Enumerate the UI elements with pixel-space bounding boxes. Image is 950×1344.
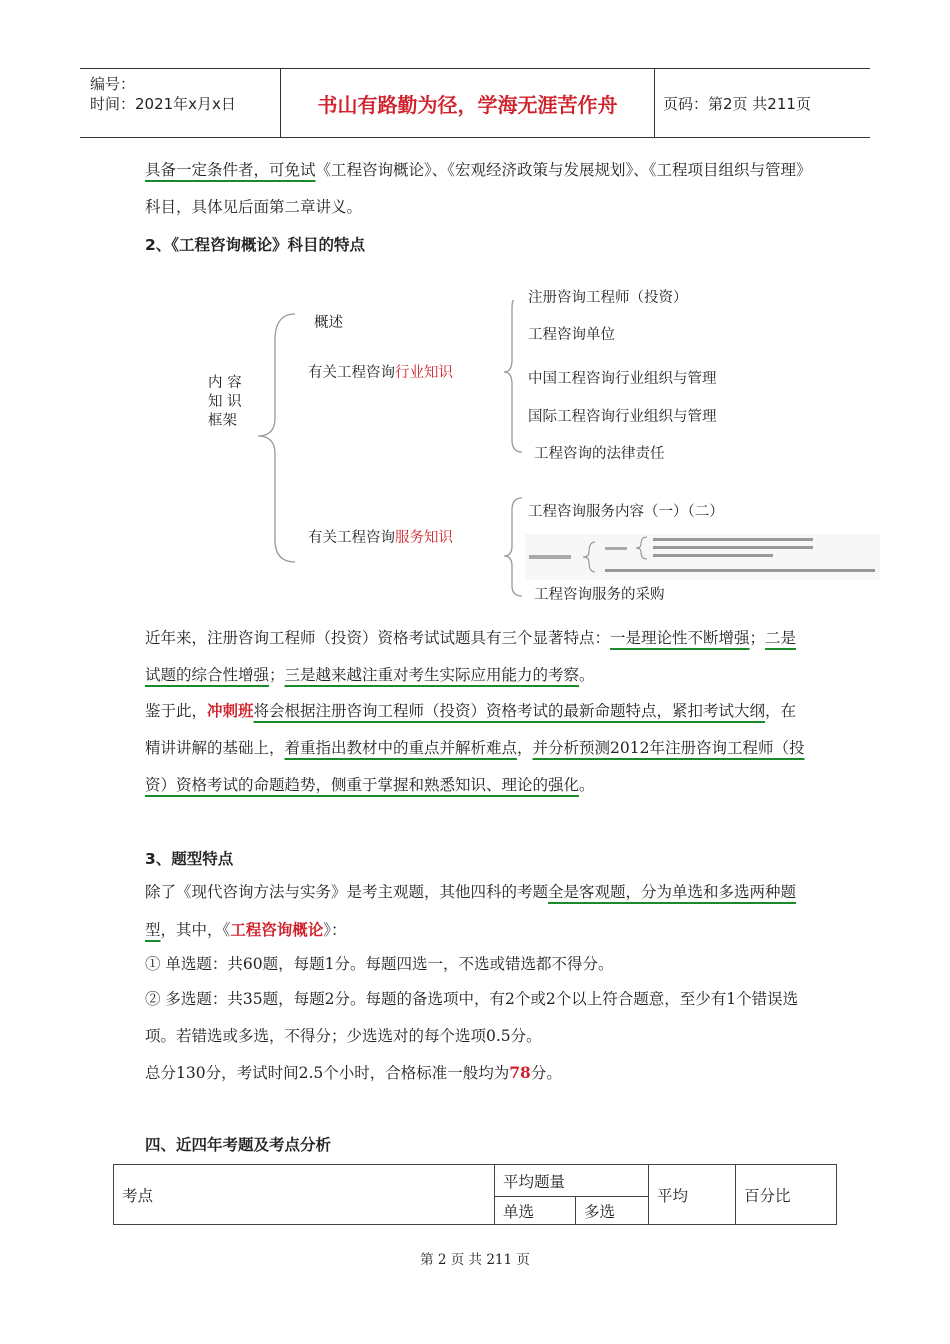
heading-subject-features: 2、《工程咨询概论》科目的特点 <box>145 236 366 254</box>
industry-item: 工程咨询的法律责任 <box>534 446 665 462</box>
header-page: 页码：第2页 共211页 <box>663 94 811 113</box>
page-footer: 第 2 页 共 211 页 <box>420 1252 530 1268</box>
industry-item: 国际工程咨询行业组织与管理 <box>528 409 717 425</box>
service-item: 工程咨询服务内容（一）（二） <box>528 504 724 520</box>
paragraph-question-types: 除了《现代咨询方法与实务》是考主观题，其他四科的考题全是客观题，分为单选和多选两种题型，其中，《工程咨询概论》： <box>145 883 797 939</box>
industry-item: 工程咨询单位 <box>528 327 615 343</box>
service-item: 工程咨询服务的采购 <box>534 587 665 603</box>
diagram-root: 内 容 知 识 框架 <box>208 375 242 429</box>
number-label: 编号： <box>90 75 136 93</box>
header-motto: 书山有路勤为径，学海无涯苦作舟 <box>281 69 655 137</box>
branch-overview: 概述 <box>314 315 343 331</box>
col-average-count: 平均题量 <box>495 1165 649 1197</box>
col-percentage: 百分比 <box>736 1165 837 1225</box>
branch-industry: 有关工程咨询行业知识 <box>308 365 453 381</box>
page-header <box>80 68 870 138</box>
diagram-braces <box>250 300 550 610</box>
col-exam-point: 考点 <box>114 1165 495 1225</box>
total-score-note: 总分130分，考试时间2.5个小时，合格标准一般均为78分。 <box>145 1063 562 1082</box>
single-choice-rule: ① 单选题：共60题，每题1分。每题四选一，不选或错选都不得分。 <box>145 955 614 973</box>
blurred-service-detail-image <box>525 534 880 580</box>
col-multi-choice: 多选 <box>576 1197 649 1225</box>
industry-item: 注册咨询工程师（投资） <box>528 290 688 306</box>
industry-item: 中国工程咨询行业组织与管理 <box>528 371 717 387</box>
heading-question-types: 3、题型特点 <box>145 850 234 868</box>
col-average: 平均 <box>649 1165 736 1225</box>
paragraph-course-plan: 鉴于此，冲刺班将会根据注册咨询工程师（投资）资格考试的最新命题特点，紧扣考试大纲，在精讲讲解的基础上，着重指出教材中的重点并解析难点，并分析预测2012年注册咨询工程师（投资）资格考试的命题趋势，侧重于掌握和熟悉知识、理论的强化。 <box>145 701 805 794</box>
header-meta <box>80 69 281 137</box>
col-single-choice: 单选 <box>495 1197 576 1225</box>
exam-points-table <box>113 1164 837 1225</box>
heading-analysis: 四、近四年考题及考点分析 <box>145 1136 332 1154</box>
branch-service: 有关工程咨询服务知识 <box>308 530 453 546</box>
date-label: 时间：2021年x月x日 <box>90 95 236 113</box>
multi-choice-rule: ② 多选题：共35题，每题2分。每题的备选项中，有2个或2个以上符合题意，至少有1个错误选项。若错选或多选，不得分；少选选对的每个选项0.5分。 <box>145 990 799 1045</box>
paragraph-exemption: 具备一定条件者，可免试《工程咨询概论》、《宏观经济政策与发展规划》、《工程项目组织与管理》科目，具体见后面第二章讲义。 <box>145 161 804 216</box>
paragraph-exam-features: 近年来，注册咨询工程师（投资）资格考试试题具有三个显著特点：一是理论性不断增强；二是试题的综合性增强；三是越来越注重对考生实际应用能力的考察。 <box>145 629 797 684</box>
